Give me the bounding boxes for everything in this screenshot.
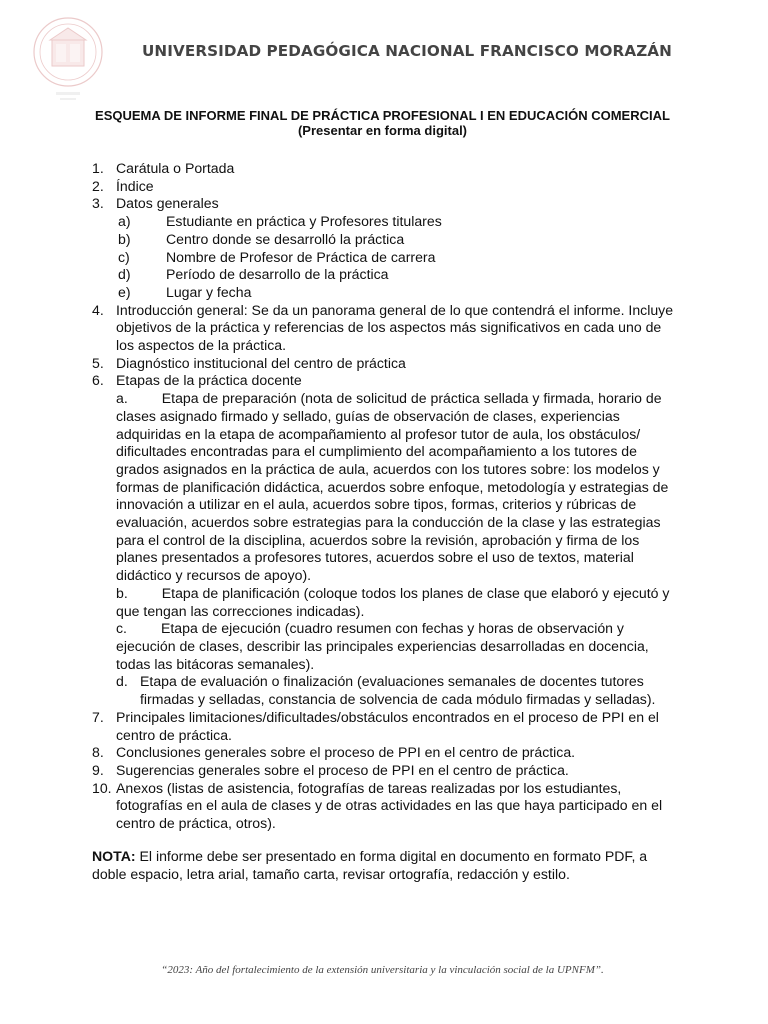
list-item [92, 178, 682, 196]
item-number: 1. [92, 160, 104, 176]
note-text: El informe debe ser presentado en forma digital en documento en formato PDF, a doble espacio, letra arial, tamaño carta, revisar ortografía, redacción y estilo. [92, 848, 648, 882]
document-title [60, 108, 705, 138]
note-paragraph [92, 848, 682, 883]
item-text: Nombre de Profesor de Práctica de carrera [166, 248, 436, 265]
item-text: Etapa de planificación (coloque todos los planes de clase que elaboró y ejecutó y que tengan las correcciones indicadas). [116, 584, 670, 619]
item-number: 7. [92, 708, 104, 725]
item-number: 9. [92, 761, 104, 778]
list-item [92, 160, 682, 178]
sub-list-item [92, 585, 682, 620]
footer-slogan: “2023: Año del fortalecimiento de la extensión universitaria y la vinculación social de la UPNFM”. [161, 964, 604, 976]
item-number: 10. [92, 779, 112, 796]
list-item [92, 372, 682, 390]
sub-list-item [92, 266, 682, 284]
item-text: Etapas de la práctica docente [116, 372, 302, 389]
item-text: Anexos (listas de asistencia, fotografías de tareas realizadas por los estudiantes, fotografías en el aula de clases y de otras actividades en las que haya participado en el centro de práctica, otros). [116, 779, 663, 832]
item-text: Período de desarrollo de la práctica [166, 266, 389, 283]
item-letter: d) [118, 266, 131, 283]
item-letter: e) [118, 283, 131, 300]
sub-list-item [92, 249, 682, 267]
sub-list-item [92, 620, 682, 673]
item-text: Diagnóstico institucional del centro de práctica [116, 354, 406, 371]
item-text: Centro donde se desarrolló la práctica [166, 230, 405, 247]
title-line-1: ESQUEMA DE INFORME FINAL DE PRÁCTICA PROFESIONAL I EN EDUCACIÓN COMERCIAL [95, 108, 670, 123]
item-text: Principales limitaciones/dificultades/obstáculos encontrados en el proceso de PPI en el centro de práctica. [116, 708, 659, 743]
item-text: Datos generales [116, 195, 219, 212]
item-text: Conclusiones generales sobre el proceso de PPI en el centro de práctica. [116, 744, 576, 761]
item-letter: b) [118, 230, 131, 247]
sub-list-item [92, 284, 682, 302]
item-number: 4. [92, 301, 104, 318]
item-number: 8. [92, 744, 104, 761]
list-item [92, 762, 682, 780]
item-number: 6. [92, 372, 104, 389]
item-text: Etapa de preparación (nota de solicitud de práctica sellada y firmada, horario de clases asignado firmado y sellado, guías de observación de clases, experiencias adquiridas en la etapa de acompañamiento al profesor tutor de aula, los obstáculos/ dificultades encontradas para el cumplimiento del acompañamiento a los tutores de grados asignados en la práctica de aula, acuerdos con los tutores sobre: los modelos y formas de planificación didáctica, acuerdos sobre enfoque, metodología y estrategias de innovación a utilizar en el aula, acuerdos sobre tipos, formas, criterios y rúbricas de evaluación, acuerdos sobre estrategias para la conducción de la clase y las estrategias para el control de la disciplina, acuerdos sobre la revisión, aprobación y firma de los planes presentados a profesores tutores, acuerdos sobre el uso de textos, material didáctico y recursos de apoyo). [116, 390, 669, 584]
outline-list [92, 160, 682, 833]
item-letter: a) [118, 213, 131, 230]
item-text: Etapa de evaluación o finalización (evaluaciones semanales de docentes tutores firmadas y selladas, constancia de solvencia de cada módulo firmadas y selladas). [140, 673, 656, 708]
item-text: Sugerencias generales sobre el proceso de PPI en el centro de práctica. [116, 761, 569, 778]
item-number: 2. [92, 177, 104, 194]
university-name: UNIVERSIDAD PEDAGÓGICA NACIONAL FRANCISCO MORAZÁN [142, 42, 672, 60]
title-line-2: (Presentar en forma digital) [297, 123, 468, 138]
item-text: Carátula o Portada [116, 160, 235, 176]
item-text: Estudiante en práctica y Profesores titulares [166, 213, 442, 230]
item-text: Etapa de ejecución (cuadro resumen con fechas y horas de observación y ejecución de clases, describir las principales experiencias desarrolladas en docencia, todas las bitácoras semanales). [116, 620, 649, 672]
item-text: Lugar y fecha [166, 283, 252, 300]
item-text: Introducción general: Se da un panorama general de lo que contendrá el informe. Incluye objetivos de la práctica y referencias de los aspectos más significativos en cada uno de los aspectos de la práctica. [116, 301, 674, 354]
university-seal-logo [32, 14, 104, 104]
list-item [92, 744, 682, 762]
item-letter: c) [118, 248, 130, 265]
sub-list-item [92, 673, 682, 708]
item-letter: d. [116, 673, 128, 690]
sub-list-item [92, 213, 682, 231]
list-item [92, 780, 682, 833]
item-letter: c. [116, 620, 127, 637]
item-letter: a. [116, 390, 128, 407]
sub-list-item [92, 390, 682, 585]
list-item [92, 302, 682, 355]
list-item [92, 355, 682, 373]
note-label: NOTA: [92, 848, 136, 864]
list-item [92, 195, 682, 213]
sub-list-item [92, 231, 682, 249]
item-number: 3. [92, 195, 104, 212]
list-item [92, 709, 682, 744]
item-letter: b. [116, 584, 128, 601]
item-text: Índice [116, 177, 154, 194]
item-number: 5. [92, 354, 104, 371]
